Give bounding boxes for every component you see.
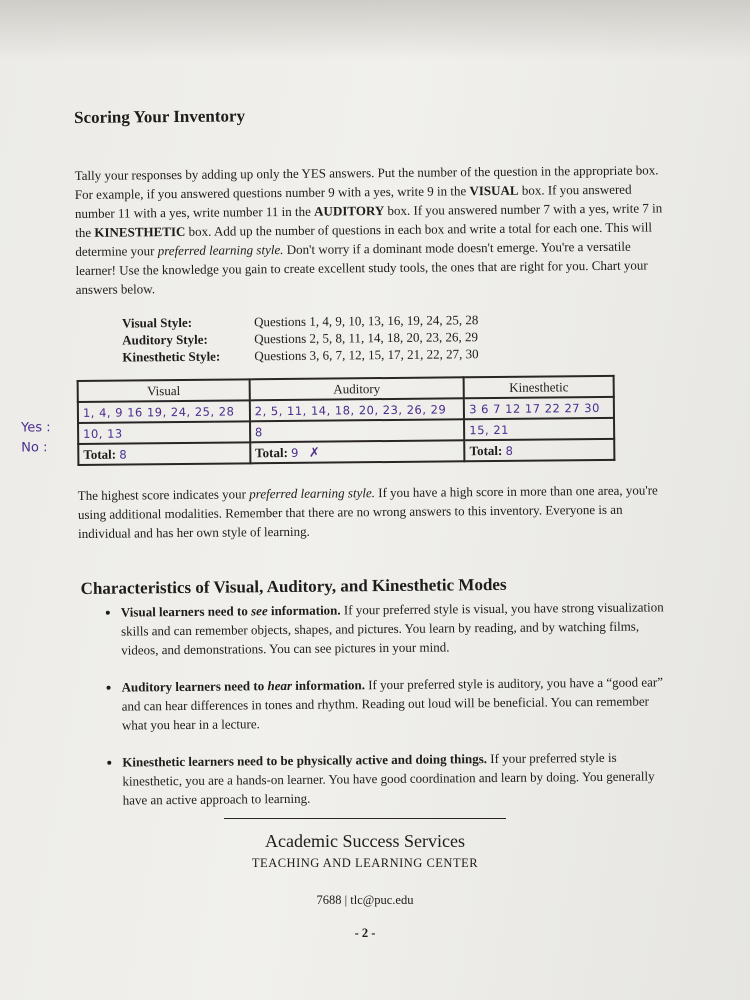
intro-text-1: Tally your responses by adding up only the YES answers. Put the number of the question in the appropriate box. For example, if you answered questions number 9 with a yes, write 9 in the [74, 162, 659, 202]
style-question-list [122, 309, 666, 365]
no-kinesthetic-cell[interactable]: 15, 21 [464, 418, 614, 440]
after-preferred-style: preferred learning style. [249, 485, 376, 502]
no-visual-cell[interactable]: 10, 13 [78, 421, 250, 444]
intro-auditory-word: AUDITORY [314, 203, 385, 219]
tally-total-row [78, 439, 614, 465]
intro-text-3: box. If you answered number 7 with a yes, write 7 in the [75, 200, 663, 240]
description: If your preferred style is auditory, you have a “good ear” and can hear differences in tones and rhythm. Reading out loud will be beneficial. You can remember what you hear in a lecture. [121, 674, 664, 733]
header-kinesthetic: Kinesthetic [464, 376, 614, 398]
page-number: - 2 - [354, 926, 376, 940]
intro-visual-word: VISUAL [469, 182, 519, 199]
style-name: Kinesthetic Style: [122, 348, 221, 365]
total-visual-value: 8 [119, 447, 128, 462]
total-label: Total: [469, 442, 503, 458]
style-questions: Questions 3, 6, 7, 12, 15, 17, 21, 22, 27, 30 [254, 346, 479, 364]
tally-table [77, 375, 616, 466]
style-name: Auditory Style: [122, 331, 208, 348]
tally-wrapper [20, 374, 668, 466]
yes-visual-cell[interactable]: 1, 4, 9 16 19, 24, 25, 28 [78, 400, 250, 423]
style-questions: Questions 2, 5, 8, 11, 14, 18, 20, 23, 26, 29 [254, 329, 479, 347]
page-title: Scoring Your Inventory [74, 106, 246, 127]
header-visual: Visual [78, 379, 250, 402]
description: If your preferred style is visual, you have strong visualization skills and can remember objects, shapes, and pictures. You learn by reading, and by watching films, videos, and demonstrations. You can see pictures in your mind. [120, 599, 664, 658]
total-auditory-cell[interactable] [250, 440, 465, 463]
handwritten-yes-label: Yes : [20, 420, 51, 436]
footer [220, 818, 510, 941]
intro-paragraph [75, 160, 666, 299]
list-item-kinesthetic [122, 747, 671, 809]
center-name: TEACHING AND LEARNING CENTER [251, 856, 479, 870]
after-text-2: If you have a high score in more than one area, you're using additional modalities. Remember that there are no wrong answers to this inventory. Everyone is an individual and has her own style of learning. [77, 482, 658, 541]
intro-text-2: box. If you answered number 11 with a yes, write number 11 in the [74, 181, 632, 221]
style-questions: Questions 1, 4, 9, 10, 13, 16, 19, 24, 25, 28 [253, 312, 479, 330]
page-shadow [0, 0, 750, 60]
score-explanation [78, 480, 669, 543]
footer-divider [224, 818, 506, 819]
lead: Kinesthetic learners need to be physically active and doing things. [122, 751, 488, 770]
header-auditory: Auditory [249, 377, 464, 400]
yes-kinesthetic-cell[interactable]: 3 6 7 12 17 22 27 30 [464, 397, 614, 419]
style-name: Visual Style: [121, 314, 193, 331]
total-kinesthetic-value: 8 [505, 443, 514, 458]
total-label: Total: [83, 446, 117, 462]
lead: Visual learners need to see information. [120, 602, 341, 620]
intro-text-4: box. Add up the number of questions in each box and write a total for each one. This will determine your [75, 219, 653, 259]
total-auditory-value: 9 [291, 445, 300, 460]
intro-text-5: Don't worry if a dominant mode doesn't emerge. You're a versatile learner! Use the knowledge you gain to create excellent study tools, the ones that are right for you. Chart your answers below. [75, 238, 648, 297]
total-label: Total: [255, 444, 288, 460]
lead: Auditory learners need to hear information. [121, 677, 366, 695]
intro-preferred-style: preferred learning style. [157, 241, 284, 259]
total-kinesthetic-cell[interactable] [464, 439, 614, 461]
list-item-auditory [121, 672, 670, 734]
after-text-1: The highest score indicates your [77, 486, 250, 503]
intro-kinesthetic-word: KINESTHETIC [94, 223, 186, 240]
page-content [20, 102, 671, 828]
list-item-visual [121, 597, 670, 659]
description: If your preferred style is kinesthetic, you are a hands-on learner. You have good coordination and learn by doing. You generally have an active approach to learning. [122, 749, 655, 808]
total-visual-cell[interactable] [78, 442, 250, 465]
org-name: Academic Success Services [265, 831, 465, 851]
contact-info: 7688 | tlc@puc.edu [316, 893, 414, 907]
no-auditory-cell[interactable]: 8 [250, 419, 465, 442]
strike-mark: ✗ [308, 445, 320, 461]
handwritten-no-label: No : [21, 440, 48, 456]
modes-list [79, 597, 671, 810]
characteristics-heading: Characteristics of Visual, Auditory, and Kinesthetic Modes [80, 574, 507, 598]
yes-auditory-cell[interactable]: 2, 5, 11, 14, 18, 20, 23, 26, 29 [250, 398, 465, 421]
